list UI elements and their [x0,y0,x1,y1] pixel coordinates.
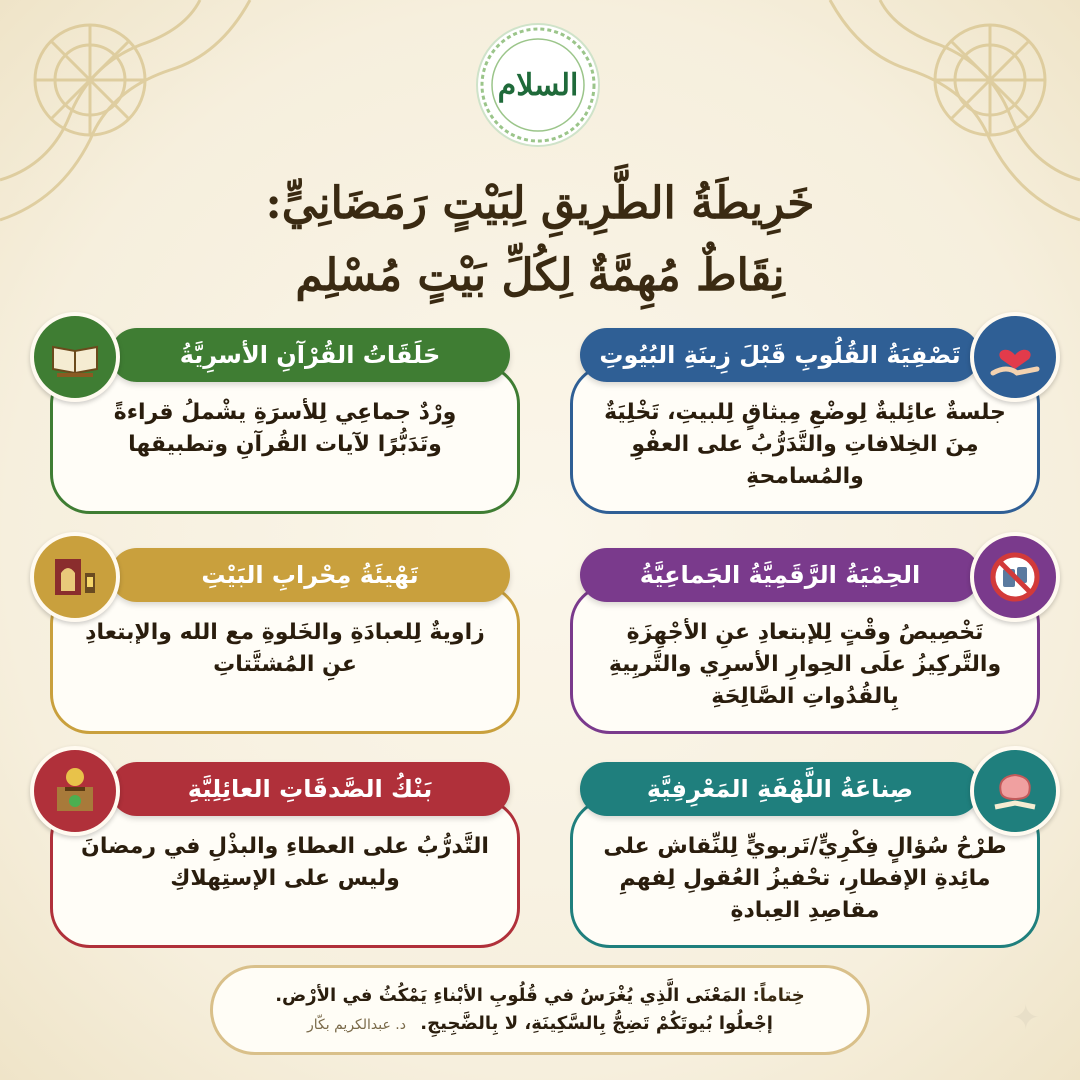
card-text: وِرْدٌ جماعِي لِلأسرَةِ يشْملُ قراءةً وتَدَبُّرًا لآيات القُرآنِ وتطبيقها [50,364,520,514]
page-title: خَرِيطَةُ الطَّرِيقِ لِبَيْتٍ رَمَضَانِيٍّ: [265,178,815,229]
card-digital-diet [570,548,1040,734]
closing-quote [210,965,870,1055]
card-title: الحِمْيَةُ الرَّقَمِيَّةُ الجَماعِيَّةُ [580,548,980,602]
card-title: حَلَقَاتُ القُرْآنِ الأسرِيَّةُ [110,328,510,382]
salam-emblem [478,25,598,145]
card-text: زاويةٌ لِلعبادَةِ والخَلوةِ مع الله والإبتعادِ عنِ المُشتَّتاتِ [50,584,520,734]
card-family-quran [50,328,520,514]
card-text: طرْحُ سُؤالٍ فِكْرِيٍّ/تَربويٍّ لِلنِّقاش على مائِدةِ الإفطارِ، تحْفيزُ العُقولِ لِفهمِ مقاصِدِ العِبادةِ [570,798,1040,948]
prayer-mat-icon [30,532,120,622]
card-home-mihrab [50,548,520,734]
card-text: جلسةٌ عائِليةٌ لِوضْعِ مِيثاقٍ لِلبيتِ، تَخْلِيَةٌ مِنَ الخِلافاتِ والتَّدَرُّبُ على العفْوِ والمُسامحةِ [570,364,1040,514]
closing-lead: خِتاماً: [752,985,805,1006]
no-devices-icon [970,532,1060,622]
card-heart-purification [570,328,1040,514]
quran-icon [30,312,120,402]
card-title: تَصْفِيَةُ القُلُوبِ قَبْلَ زِينَةِ البُيُوتِ [580,328,980,382]
sparkle-icon: ✦ [1011,998,1040,1038]
closing-line-2: إجْعلُوا بُيوتَكُمْ تَضِجُّ بِالسَّكِينَةِ، لا بِالضَّجِيجِ. [420,1012,773,1034]
emblem-text: السلام [497,67,579,103]
brain-book-icon [970,746,1060,836]
card-knowledge-curiosity [570,762,1040,948]
card-charity-bank [50,762,520,948]
card-title: تَهْيئَةُ مِحْرابِ البَيْتِ [110,548,510,602]
card-title: صِناعَةُ اللَّهْفَةِ المَعْرِفِيَّةِ [580,762,980,816]
card-text: التَّدرُّبُ على العطاءِ والبذْلِ في رمضانَ وليس على الإستِهلاكِ [50,798,520,948]
author-name: د. عبدالكريم بكّار [307,1016,406,1033]
charity-box-icon [30,746,120,836]
page-subtitle: نِقَاطٌ مُهِمَّةٌ لِكُلِّ بَيْتٍ مُسْلِم [295,250,785,301]
closing-line-1: المَعْنَى الَّذِي يُغْرَسُ في قُلُوبِ الأبْناءِ يَمْكُثُ في الأرْض. [275,985,747,1006]
heart-hand-icon [970,312,1060,402]
card-title: بَنْكُ الصَّدقَاتِ العائِلِيَّةِ [110,762,510,816]
card-text: تَخْصِيصُ وقْتٍ لِلإبتعادِ عنِ الأجْهِزَةِ والتَّركِيزُ علَى الحِوارِ الأسرِي والتَّربِيةِ بِالقُدُواتِ الصَّالِحَةِ [570,584,1040,734]
